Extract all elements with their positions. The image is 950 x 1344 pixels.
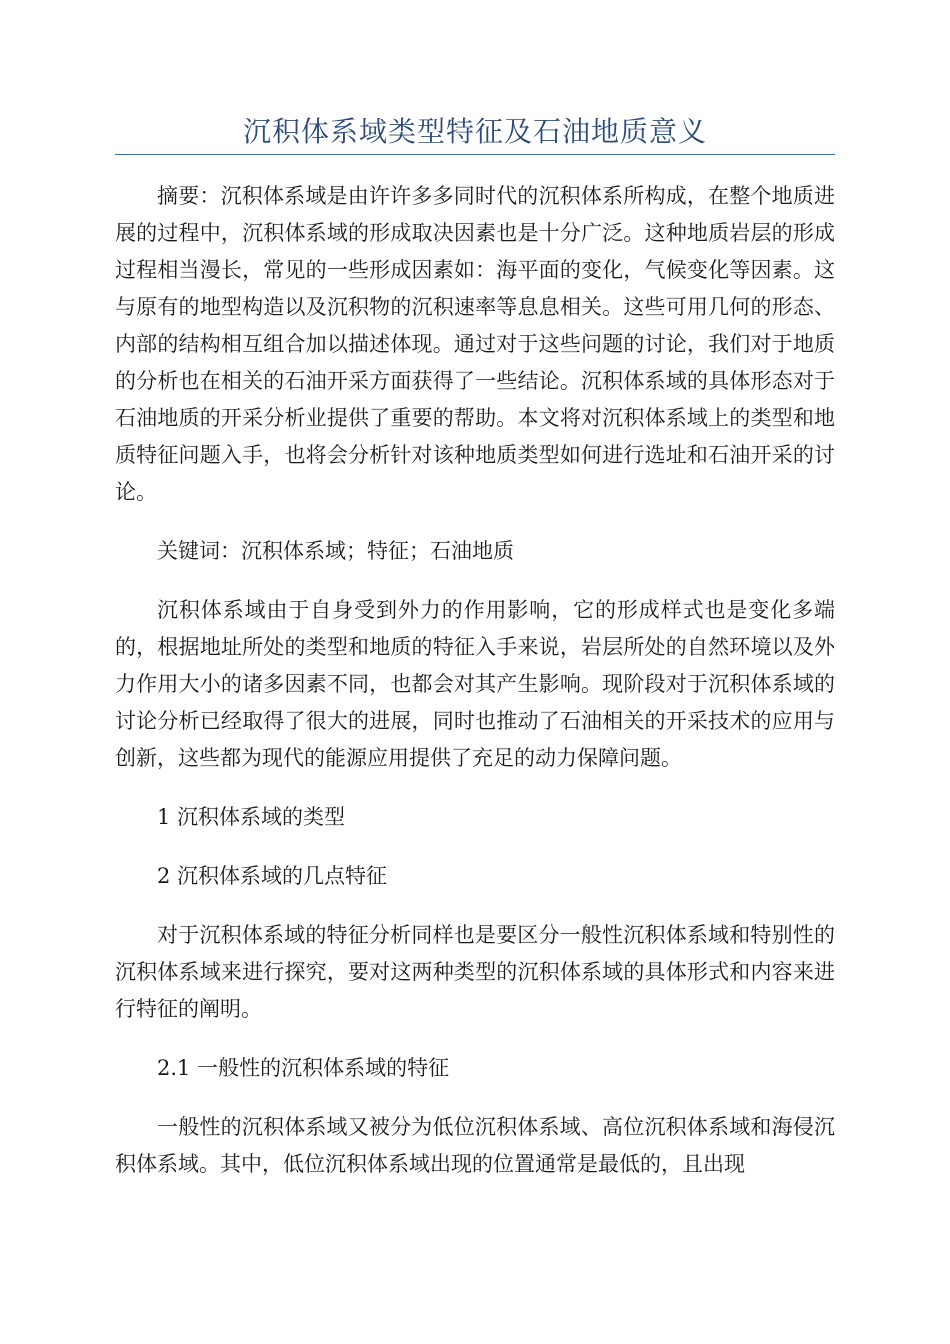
abstract-paragraph: 摘要：沉积体系域是由许许多多同时代的沉积体系所构成，在整个地质进展的过程中，沉积体系域的形成取决因素也是十分广泛。这种地质岩层的形成过程相当漫长，常见的一些形成因素如：海平面的变化，气候变化等因素。这与原有的地型构造以及沉积物的沉积速率等息息相关。这些可用几何的形态、内部的结构相互组合加以描述体现。通过对于这些问题的讨论，我们对于地质的分析也在相关的石油开采方面获得了一些结论。沉积体系域的具体形态对于石油地质的开采分析业提供了重要的帮助。本文将对沉积体系域上的类型和地质特征问题入手，也将会分析针对该种地质类型如何进行选址和石油开采的讨论。 [115,184,835,504]
document-title: 沉积体系域类型特征及石油地质意义 [242,115,707,148]
section-2-paragraph: 对于沉积体系域的特征分析同样也是要区分一般性沉积体系域和特别性的沉积体系域来进行探究，要对这两种类型的沉积体系域的具体形式和内容来进行特征的阐明。 [115,923,835,1021]
document-body [115,178,835,1205]
keywords-paragraph: 关键词：沉积体系域；特征；石油地质 [157,539,514,563]
title-underline [115,154,835,155]
subsection-2-1-paragraph: 一般性的沉积体系域又被分为低位沉积体系域、高位沉积体系域和海侵沉积体系域。其中，低位沉积体系域出现的位置通常是最低的，且出现 [115,1115,835,1176]
section-heading-2: 2 沉积体系域的几点特征 [157,864,388,888]
subsection-heading-2-1: 2.1 一般性的沉积体系域的特征 [157,1056,450,1080]
section-heading-1: 1 沉积体系域的类型 [157,805,346,829]
intro-paragraph: 沉积体系域由于自身受到外力的作用影响，它的形成样式也是变化多端的，根据地址所处的类型和地质的特征入手来说，岩层所处的自然环境以及外力作用大小的诸多因素不同，也都会对其产生影响。现阶段对于沉积体系域的讨论分析已经取得了很大的进展，同时也推动了石油相关的开采技术的应用与创新，这些都为现代的能源应用提供了充足的动力保障问题。 [115,598,835,770]
